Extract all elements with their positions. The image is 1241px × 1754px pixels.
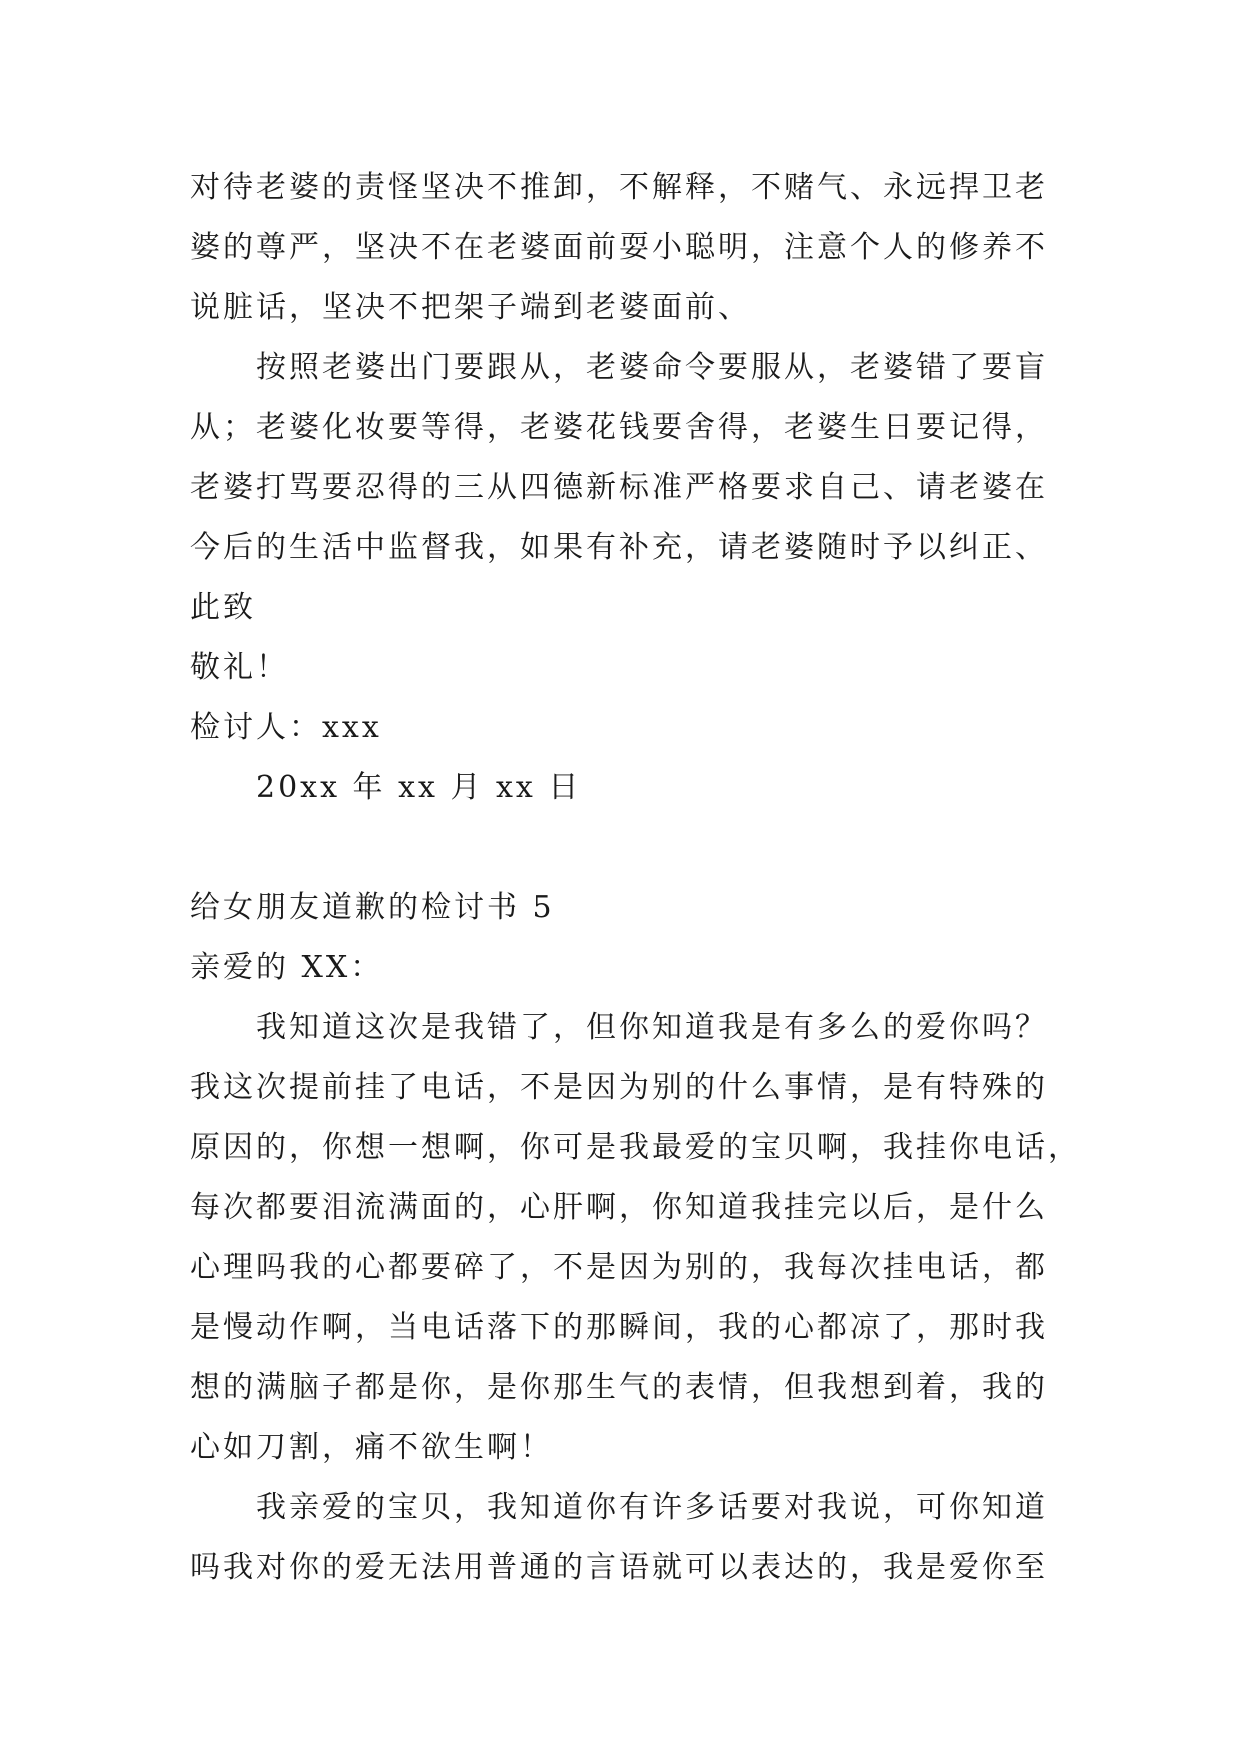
text-line: 心理吗我的心都要碎了，不是因为别的，我每次挂电话，都 (190, 1250, 1048, 1285)
document-body (190, 158, 1081, 1598)
text-line: 对待老婆的责怪坚决不推卸，不解释，不赌气、永远捍卫老 (190, 170, 1048, 205)
text-line: 说脏话，坚决不把架子端到老婆面前、 (190, 290, 751, 325)
section-title: 给女朋友道歉的检讨书 5 (190, 890, 555, 925)
text-line: 是慢动作啊，当电话落下的那瞬间，我的心都凉了，那时我 (190, 1310, 1048, 1345)
closing-line: 此致 (190, 590, 256, 625)
text-line: 老婆打骂要忍得的三从四德新标准严格要求自己、请老婆在 (190, 470, 1048, 505)
text-line: 今后的生活中监督我，如果有补充，请老婆随时予以纠正、 (190, 530, 1048, 565)
text-line: 我亲爱的宝贝，我知道你有许多话要对我说，可你知道 (256, 1490, 1048, 1525)
signer-line: 检讨人：xxx (190, 710, 382, 745)
text-line: 吗我对你的爱无法用普通的言语就可以表达的，我是爱你至 (190, 1550, 1048, 1585)
text-line: 每次都要泪流满面的，心肝啊，你知道我挂完以后，是什么 (190, 1190, 1048, 1225)
text-line: 从；老婆化妆要等得，老婆花钱要舍得，老婆生日要记得， (190, 410, 1048, 445)
text-line: 婆的尊严，坚决不在老婆面前耍小聪明，注意个人的修养不 (190, 230, 1048, 265)
text-line: 原因的，你想一想啊，你可是我最爱的宝贝啊，我挂你电话， (190, 1130, 1081, 1165)
text-line: 我这次提前挂了电话，不是因为别的什么事情，是有特殊的 (190, 1070, 1048, 1105)
text-line: 心如刀割，痛不欲生啊！ (190, 1430, 553, 1465)
date-line: 20xx 年 xx 月 xx 日 (256, 770, 582, 805)
section-gap (190, 818, 1060, 878)
text-line: 我知道这次是我错了，但你知道我是有多么的爱你吗？ (256, 1010, 1048, 1045)
greeting-line: 亲爱的 XX： (190, 950, 384, 985)
salute-line: 敬礼！ (190, 650, 289, 685)
text-line: 想的满脑子都是你，是你那生气的表情，但我想到着，我的 (190, 1370, 1048, 1405)
text-line: 按照老婆出门要跟从，老婆命令要服从，老婆错了要盲 (256, 350, 1048, 385)
